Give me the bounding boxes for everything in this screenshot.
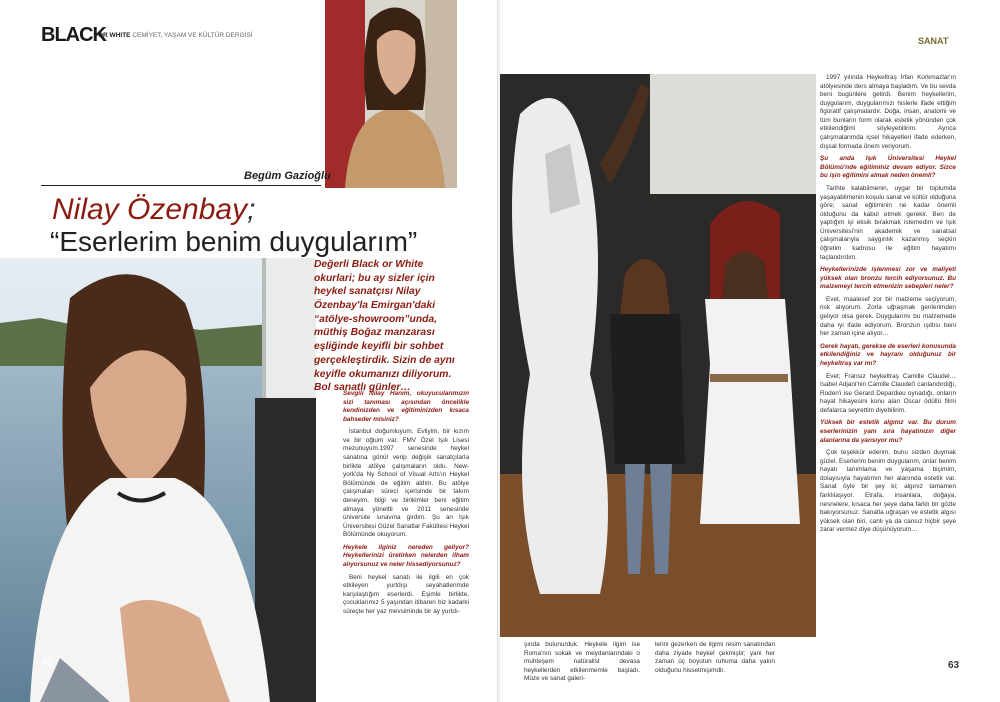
answer-text: Tarihte kalabilmenin, uygar bir toplumda yaşayabilmenin koşulu sanat ve kültür olduğuna göre; sanat eğitiminin ne kadar önemli olduğunu da kabul etmek gerekir. Ben de yaptığım işi eksik bırakmak istemedim ve Işık Üniversitesi'nin akademik ve sanatsal çalışmalarıyla saygınlık kazanmış seçkin öğretim kadrosu ile eğitim hayatımı taçlandırdım. <box>820 184 956 261</box>
answer-text: 1997 yılında Heykeltraş İrfan Korkmazlar'ın atölyesinde ders almaya başladım. Ve bu sevda beni bugünlere getirdi. Benim heykellerim, duygularım, duygularımızı hislerle ifade ettiğim figüratif çalışmalardır. Doğa, insan, anatomi ve tüm bunların form olarak estetik yönünden çok etkilendiğimi söyleyebilirim. Ayrıca çalışmalarımda içsel hikayetleri ifade ederken, dışsal formada önem veriyorum. <box>820 74 956 150</box>
title-name: Nilay Özenbay <box>52 193 248 226</box>
answer-text: İstanbul doğumluyum. Evliyim, bir kızım ve bir oğlum var. FMV Özel Işık Lisesi mezunuyum.1997 senesinde heykel sanatına gönül verip değişik sanatçılarla birlikte atölye çalışmaların oldu. New-york'da Ny School of Visual Arts'ın Heykel Bölümünde de eğitim aldım. Bu atölye çalışmaları süreci içerisinde bir takım deneyim, bilgi ve birikimler beni eğitim almaya yöneltti ve 2011 senesinde üniversite sınavına girdim. Şu an Işık Üniversitesi Güzel Sanatlar Fakültesi Heykel Bölümünde okuyorum. <box>343 428 469 539</box>
portrait-photo <box>0 258 316 702</box>
right-page <box>500 0 1000 702</box>
text-column-2 <box>524 641 640 688</box>
answer-text: Evet; Fransız heykeltraş Camille Claudel… Isabel Adjani'nin Camille Claudel'i canlandırdığı, Roden'i ise Gerard Depardieu oynadığı, onların hayat hikayesini konu alan Oscar ödüllü filmi defalarca seyrettim diyebilirim. <box>820 372 956 414</box>
question-text: Şu anda Işık Üniversitesi Heykel Bölümü'nde eğitiminiz devam ediyor. Sizce bu işin eğitimini almak neden önemli? <box>820 155 956 180</box>
logo-sub-text: CEMİYET, YAŞAM VE KÜLTÜR DERGİSİ <box>132 32 253 39</box>
question-text: Heykele ilginiz nereden geliyor? Heykellerinizi üretirken nelerden ilham alıyorsunuz ve neler hissediyorsunuz? <box>343 543 469 568</box>
title-semicolon: ; <box>247 193 256 226</box>
page-number-left: 62 <box>42 657 54 668</box>
answer-text: lerini gezerken de ilgimi resim sanatından daha ziyade heykel çekmiştir; yani her zaman üç boyutun ruhuma daha yakın olduğunu hissetmişimdir. <box>655 641 775 674</box>
left-page <box>0 0 498 702</box>
logo-sub-bold: OR WHITE <box>98 32 131 39</box>
article-lead: Değerli Black or White okurlari; bu ay sizler için heykel sanatçısı Nilay Özenbay'la Emirgan'daki “atölye-showroom”unda, müthiş Boğaz manzarası eşliğinde keyifli bir sohbet gerçekleştirdik. Sizin de aynı keyifle okumanızı diliyorum. Bol sanatlı günler… <box>314 259 455 394</box>
text-column-4 <box>820 74 956 539</box>
gallery-photo <box>500 74 816 637</box>
article-title-quote: “Eserlerim benim duygularım” <box>50 226 418 257</box>
section-label: SANAT <box>918 36 949 46</box>
text-column-3 <box>655 641 775 679</box>
question-text: Gerek hayatı, gerekse de eserleri konusunda etkilendiğiniz ve hayranı olduğunuz bir heykeltraş var mı? <box>820 342 956 367</box>
question-text: Yüksek bir estetik algınız var. Bu durum eserlerinizin yanı sıra hayatınızın diğer alanlarına da yansıyor mu? <box>820 419 956 444</box>
author-name: Begüm Gazioğlu <box>244 170 331 182</box>
author-photo <box>325 0 457 188</box>
question-text: Sevgili Nilay Hanım, okuyucularımızın sizi tanıması açısından öncelikle kendinizden ve eğitiminizden kısaca bahseder misiniz? <box>343 390 469 423</box>
answer-text: Evet, maalesef zor bir malzeme seçiyorum, risk alıyorum. Zorla uğraşmak genlerimden geliyor olsa gerek. Duygularımı bu malzemede daha iyi ifade ediyorum. Bronzun ışıltısı beni her zaman içine alıyor… <box>820 295 956 338</box>
answer-text: Çok teşekkür ederim, bunu sizden duymak güzel. Eserlerim benim duygularım, onlar benim hayatı tanımlama ve yaşama biçimim, dolayısıyla hayatımın her alanında estetik var. Sanat öyle bir şey ki; algınız tamamen farklılaşıyor. Etrafa, insanlara, doğaya, nesnelere, kısaca her şeye daha farklı bir gözle bakıyorsunuz. Sanatla uğraşan ve estetik algısı yüksek olan biri, canlı ya da cansız hiçbir şeye zarar vermez diye düşünüyorum… <box>820 449 956 534</box>
magazine-logo: BLACK <box>41 24 106 46</box>
question-text: Heykellerinizde işlenmesi zor ve maliyeti yüksek olan bronzu tercih ediyorsunuz. Bu malzemeyi tercih etmenizin sebepleri neler? <box>820 266 956 291</box>
answer-text: Beni heykel sanatı ile ilgili en çok etkileyen yurtdışı seyahatlerimde karşılaştığım eserlerdi. Eşimle birlikte, çocuklarımız 5 yaşından itibaren biz kadarki süreçte her yaz mevsiminde bir ay yurtdı- <box>343 573 469 615</box>
text-column-1 <box>343 390 469 620</box>
page-number-right: 63 <box>948 660 960 671</box>
article-title-name <box>52 193 255 227</box>
answer-text: şında bulunurduk. Heykele ilgim ise Roma'nın sokak ve meydanlarındaki o muhteşem natüralist devasa heykellerden etkilenmemle başladı. Müze ve sanat galeri- <box>524 641 640 683</box>
magazine-tagline <box>98 32 253 39</box>
header-rule <box>41 185 321 186</box>
